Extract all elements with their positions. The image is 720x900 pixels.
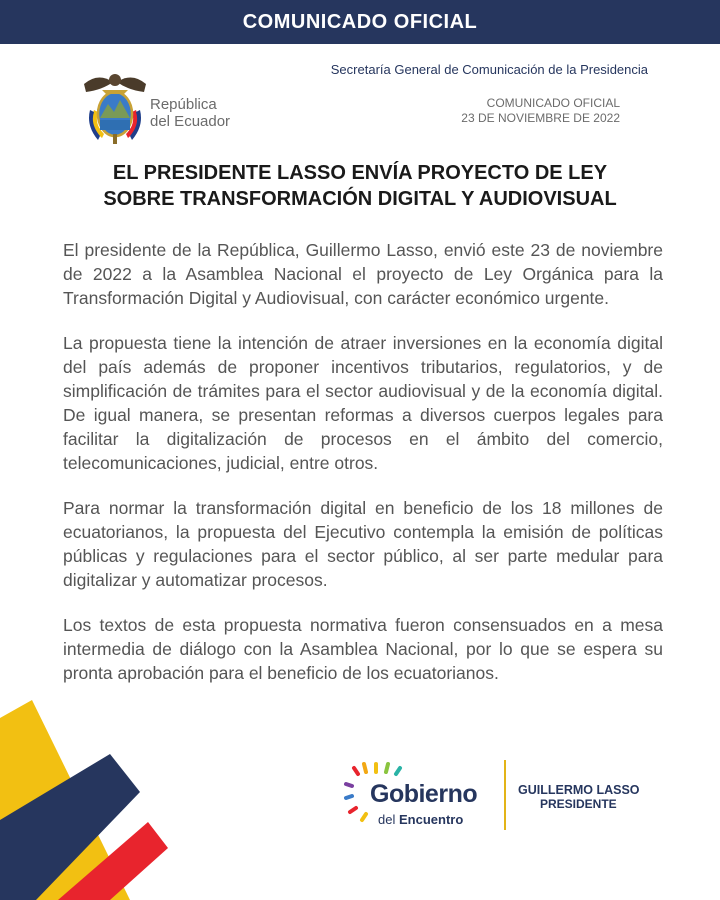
secretaria-line: Secretaría General de Comunicación de la Presidencia <box>330 62 648 77</box>
communique-meta <box>461 96 620 126</box>
president-role: PRESIDENTE <box>540 797 617 811</box>
paragraph: El presidente de la República, Guillermo Lasso, envió este 23 de noviembre de 2022 a la Asamblea Nacional el proyecto de Ley Orgánica para la Transformación Digital y Audiovisual, con carácter económico urgente. <box>63 240 663 308</box>
ecuador-coat-of-arms-icon <box>80 66 150 146</box>
gobierno-title: Gobierno <box>370 780 478 808</box>
gobierno-subtitle: del Encuentro <box>378 812 464 827</box>
paragraph: Para normar la transformación digital en beneficio de los 18 millones de ecuatorianos, la propuesta del Ejecutivo contempla la emisión de políticas públicas y regulaciones para el sector público, al ser parte medular para digitalizar y automatizar procesos. <box>63 498 663 590</box>
footer-divider <box>504 760 506 830</box>
body-text <box>63 238 663 706</box>
top-banner <box>0 0 720 44</box>
banner-title: COMUNICADO OFICIAL <box>242 10 478 33</box>
doc-date: 23 DE NOVIEMBRE DE 2022 <box>461 111 620 125</box>
president-name: GUILLERMO LASSO <box>518 783 640 797</box>
decorative-corner-stripes <box>0 700 200 900</box>
paragraph: Los textos de esta propuesta normativa fueron consensuados en a mesa intermedia de diálogo con la Asamblea Nacional, por lo que se espera su pronta aprobación para el beneficio de los ecuatorianos. <box>63 615 663 683</box>
doc-type: COMUNICADO OFICIAL <box>486 96 620 110</box>
headline: EL PRESIDENTE LASSO ENVÍA PROYECTO DE LEY SOBRE TRANSFORMACIÓN DIGITAL Y AUDIOVISUAL <box>103 162 617 210</box>
republic-name: República del Ecuador <box>150 96 231 130</box>
paragraph: La propuesta tiene la intención de atraer inversiones en la economía digital del país además de proponer incentivos tributarios, regulatorios, y de simplificación de trámites para el sector audiovisual y de la economía digital. De igual manera, se presentan reformas a diversos cuerpos legales para facilitar la digitalización de procesos en el ámbito del comercio, telecomunicaciones, judicial, entre otros. <box>63 333 663 473</box>
